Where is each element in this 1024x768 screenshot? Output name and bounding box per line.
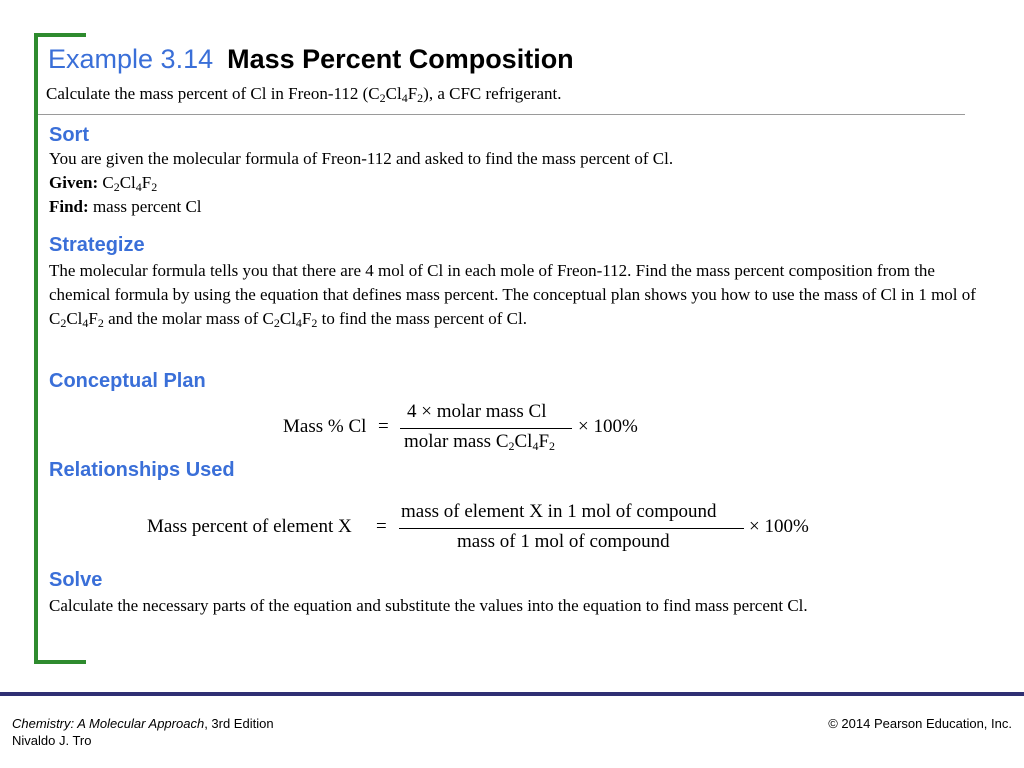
plan-equals: = [378, 416, 389, 437]
footer-copyright: © 2014 Pearson Education, Inc. [828, 716, 1012, 731]
plan-lhs: Mass % Cl [283, 416, 367, 437]
relationship-denominator: mass of 1 mol of compound [457, 531, 670, 552]
slide-title [48, 44, 574, 75]
sort-heading: Sort [49, 124, 89, 146]
plan-fraction-bar [400, 428, 572, 429]
given-line: Given: $C_2Cl_4F_2$ [49, 173, 158, 194]
conceptual-plan-heading: Conceptual Plan [49, 370, 206, 392]
problem-statement: Calculate the mass percent of Cl in Freon-112 $(C_2Cl_4F_2)$, a CFC refrigerant. [46, 84, 562, 105]
relationship-times-100: × 100% [749, 516, 809, 537]
footer-author: Nivaldo J. Tro [12, 733, 92, 748]
title-divider [38, 114, 965, 115]
solve-description: Calculate the necessary parts of the equation and substitute the values into the equation to find mass percent Cl. [49, 596, 808, 615]
relationship-lhs: Mass percent of element X [147, 516, 352, 537]
relationships-heading: Relationships Used [49, 459, 235, 481]
relationship-equals: = [376, 516, 387, 537]
footer-divider [0, 692, 1024, 696]
title-text: Mass Percent Composition [227, 44, 574, 74]
strategize-paragraph: The molecular formula tells you that there are 4 mol of Cl in each mole of Freon-112. Find the mass percent composition from the chemical formula by using the equation that defines mass percent. The conceptual plan shows you how to use the mass of Cl in 1 mol of $C_2Cl_4F_2$ and the molar mass of $C_2Cl_4F_2$ to find the mass percent of Cl. [49, 261, 976, 330]
relationship-fraction-bar [399, 528, 744, 529]
plan-times-100: × 100% [578, 416, 638, 437]
footer-book: Chemistry: A Molecular Approach, 3rd Edition [12, 716, 274, 731]
plan-denominator: molar mass $C_2Cl_4F_2$ [404, 431, 556, 453]
solve-heading: Solve [49, 569, 103, 591]
example-number: Example 3.14 [48, 44, 214, 74]
relationship-numerator: mass of element X in 1 mol of compound [401, 501, 717, 522]
sort-description: You are given the molecular formula of Freon-112 and asked to find the mass percent of Cl. [49, 149, 674, 168]
strategize-heading: Strategize [49, 234, 145, 256]
plan-numerator: 4 × molar mass Cl [407, 401, 547, 422]
find-line: Find: mass percent Cl [49, 197, 202, 216]
